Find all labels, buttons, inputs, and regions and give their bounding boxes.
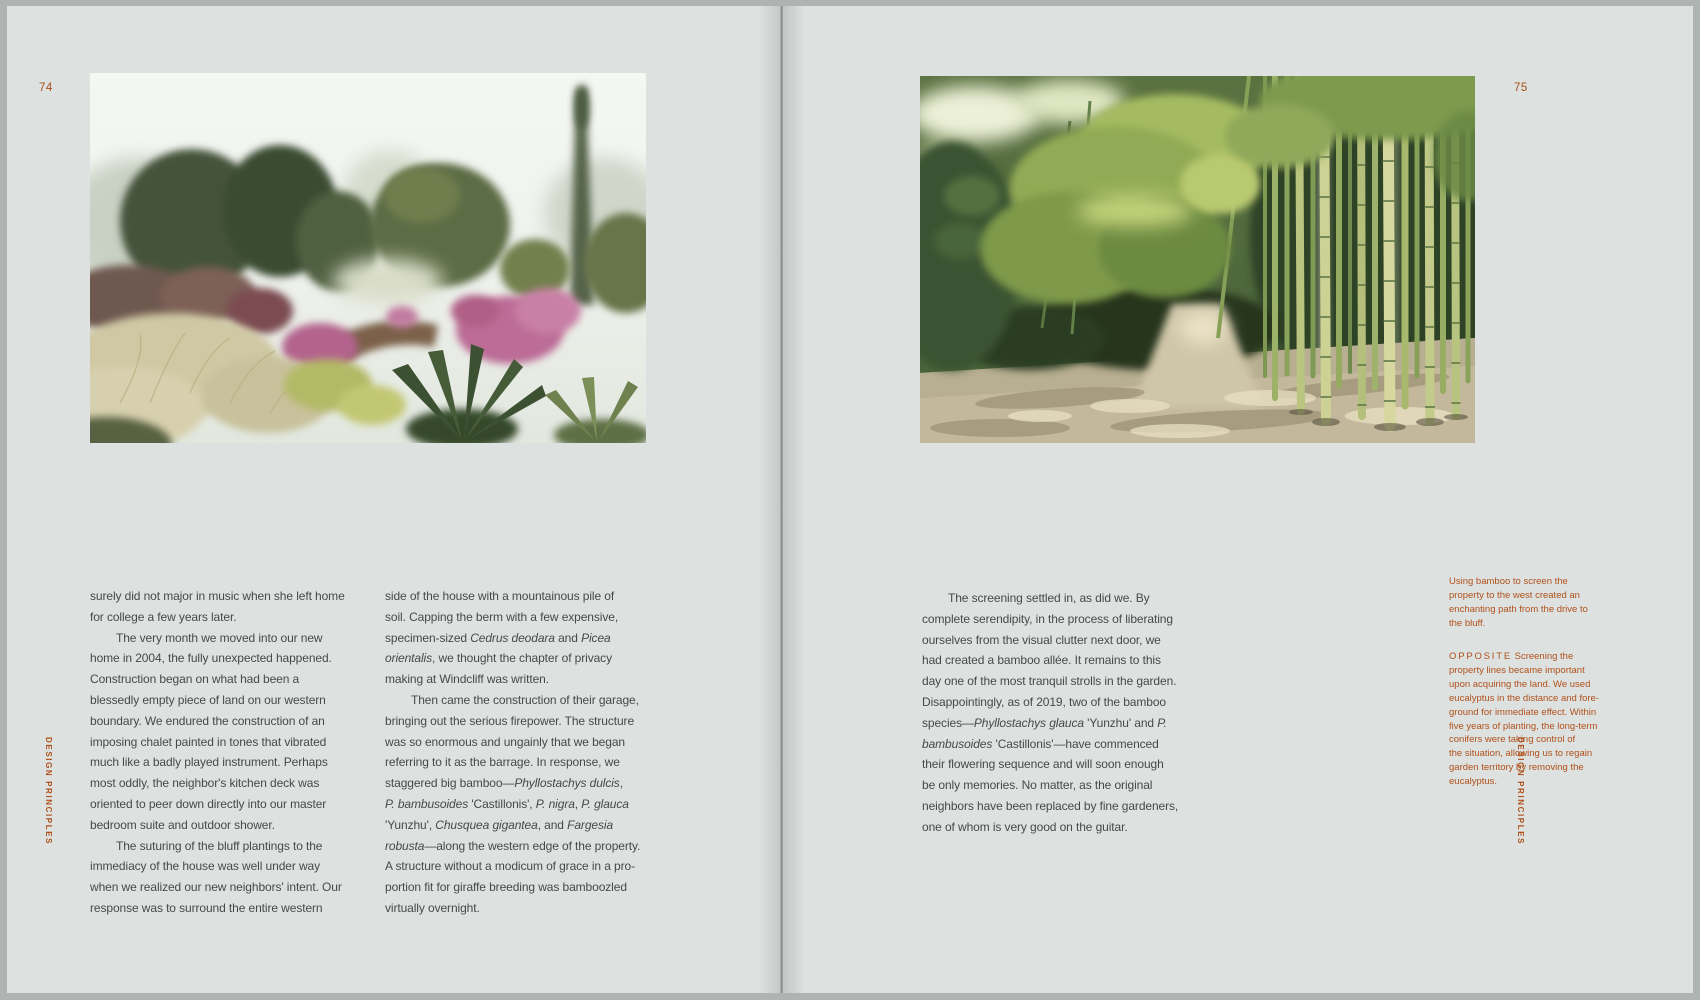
text-line: 'Yunzhu', Chusquea gigantea, and Fargesia <box>385 817 614 832</box>
text-line: day one of the most tranquil strolls in the garden. <box>922 674 1177 689</box>
bamboo-allee-photo <box>920 76 1475 443</box>
text-line: complete serendipity, in the process of liberating <box>922 611 1173 626</box>
text-line: surely did not major in music when she left home <box>90 589 345 603</box>
text-line: immediacy of the house was well under way <box>90 859 321 874</box>
text-line: referring to it as the barrage. In response, we <box>385 755 620 770</box>
text-line: species—Phyllostachys glauca 'Yunzhu' and P. <box>922 715 1167 730</box>
left-page-text-column-2 <box>385 586 640 919</box>
text-line: imposing chalet painted in tones that vibrated <box>90 734 327 749</box>
text-line: Disappointingly, as of 2019, two of the bamboo <box>922 694 1167 709</box>
text-line: OPPOSITE Screening the <box>1449 651 1574 662</box>
spread-gutter <box>780 6 783 993</box>
garden-photo-graphic <box>90 73 646 443</box>
text-line: eucalyptus. <box>1449 776 1498 788</box>
text-line: P. bambusoides 'Castillonis', P. nigra, P. glauca <box>385 796 629 811</box>
text-line: oriented to peer down directly into our master <box>90 796 327 811</box>
text-line: much like a badly played instrument. Perhaps <box>90 755 328 770</box>
text-line: bambusoides 'Castillonis'—have commenced <box>922 736 1159 751</box>
text-line: home in 2004, the fully unexpected happened. <box>90 651 332 666</box>
text-line: enchanting path from the drive to <box>1449 603 1588 615</box>
text-line: making at Windcliff was written. <box>385 672 549 687</box>
text-line: Then came the construction of their garage, <box>411 692 639 707</box>
text-line: A structure without a modicum of grace in a pro- <box>385 859 635 874</box>
text-line: soil. Capping the berm with a few expensive, <box>385 609 619 624</box>
text-line: had created a bamboo allée. It remains to this <box>922 653 1161 668</box>
text-line: bringing out the serious firepower. The structure <box>385 713 635 728</box>
text-line: ourselves from the visual clutter next door, we <box>922 632 1161 647</box>
page-number-right: 75 <box>1514 82 1528 94</box>
text-line: five years of planting, the long-term <box>1449 720 1598 732</box>
margin-label-left: DESIGN PRINCIPLES <box>44 737 53 846</box>
text-line: conifers were taking control of <box>1449 734 1576 746</box>
left-page-text-column-1 <box>90 586 345 919</box>
text-line: eucalyptus in the distance and fore- <box>1449 692 1599 704</box>
text-line: orientalis, we thought the chapter of privacy <box>385 651 612 666</box>
text-line: virtually overnight. <box>385 900 480 915</box>
text-line: response was to surround the entire western <box>90 900 323 915</box>
text-line: The very month we moved into our new <box>116 630 323 645</box>
text-line: Using bamboo to screen the <box>1449 576 1568 587</box>
text-line: property to the west created an <box>1449 589 1580 601</box>
text-line: when we realized our new neighbors' intent. Our <box>90 880 342 895</box>
garden-border-photo <box>90 73 646 443</box>
bamboo-photo-graphic <box>920 76 1475 443</box>
text-line: for college a few years later. <box>90 609 237 624</box>
text-line: upon acquiring the land. We used <box>1449 678 1591 690</box>
text-line: property lines became important <box>1449 664 1585 676</box>
right-page-text-column <box>922 588 1178 838</box>
text-line: staggered big bamboo—Phyllostachys dulcis, <box>385 776 623 791</box>
text-line: Construction began on what had been a <box>90 672 300 687</box>
text-line: the situation, allowing us to regain <box>1449 748 1593 760</box>
text-line: side of the house with a mountainous pile of <box>385 589 615 603</box>
photo-caption-opposite <box>1449 650 1599 789</box>
margin-label-right: DESIGN PRINCIPLES <box>1516 737 1525 846</box>
text-line: blessedly empty piece of land on our western <box>90 692 326 707</box>
text-line: the bluff. <box>1449 617 1486 629</box>
text-line: ground for immediate effect. Within <box>1449 706 1597 718</box>
text-line: most oddly, the neighbor's kitchen deck was <box>90 776 320 791</box>
text-line: boundary. We endured the construction of an <box>90 713 325 728</box>
text-line: was so enormous and ungainly that we began <box>385 734 625 749</box>
photo-caption-above <box>1449 575 1588 631</box>
page-number-left: 74 <box>39 82 53 94</box>
text-line: The screening settled in, as did we. By <box>948 591 1150 605</box>
text-line: be only memories. No matter, as the original <box>922 778 1153 793</box>
text-line: The suturing of the bluff plantings to the <box>116 838 323 853</box>
text-line: their flowering sequence and will soon enough <box>922 757 1164 772</box>
text-line: garden territory by removing the <box>1449 762 1584 774</box>
text-line: specimen-sized Cedrus deodara and Picea <box>385 630 611 645</box>
text-line: robusta—along the western edge of the property. <box>385 838 641 853</box>
text-line: neighbors have been replaced by fine gardeners, <box>922 798 1179 813</box>
text-line: one of whom is very good on the guitar. <box>922 819 1128 834</box>
text-line: bedroom suite and outdoor shower. <box>90 817 275 832</box>
text-line: portion fit for giraffe breeding was bamboozled <box>385 880 627 895</box>
